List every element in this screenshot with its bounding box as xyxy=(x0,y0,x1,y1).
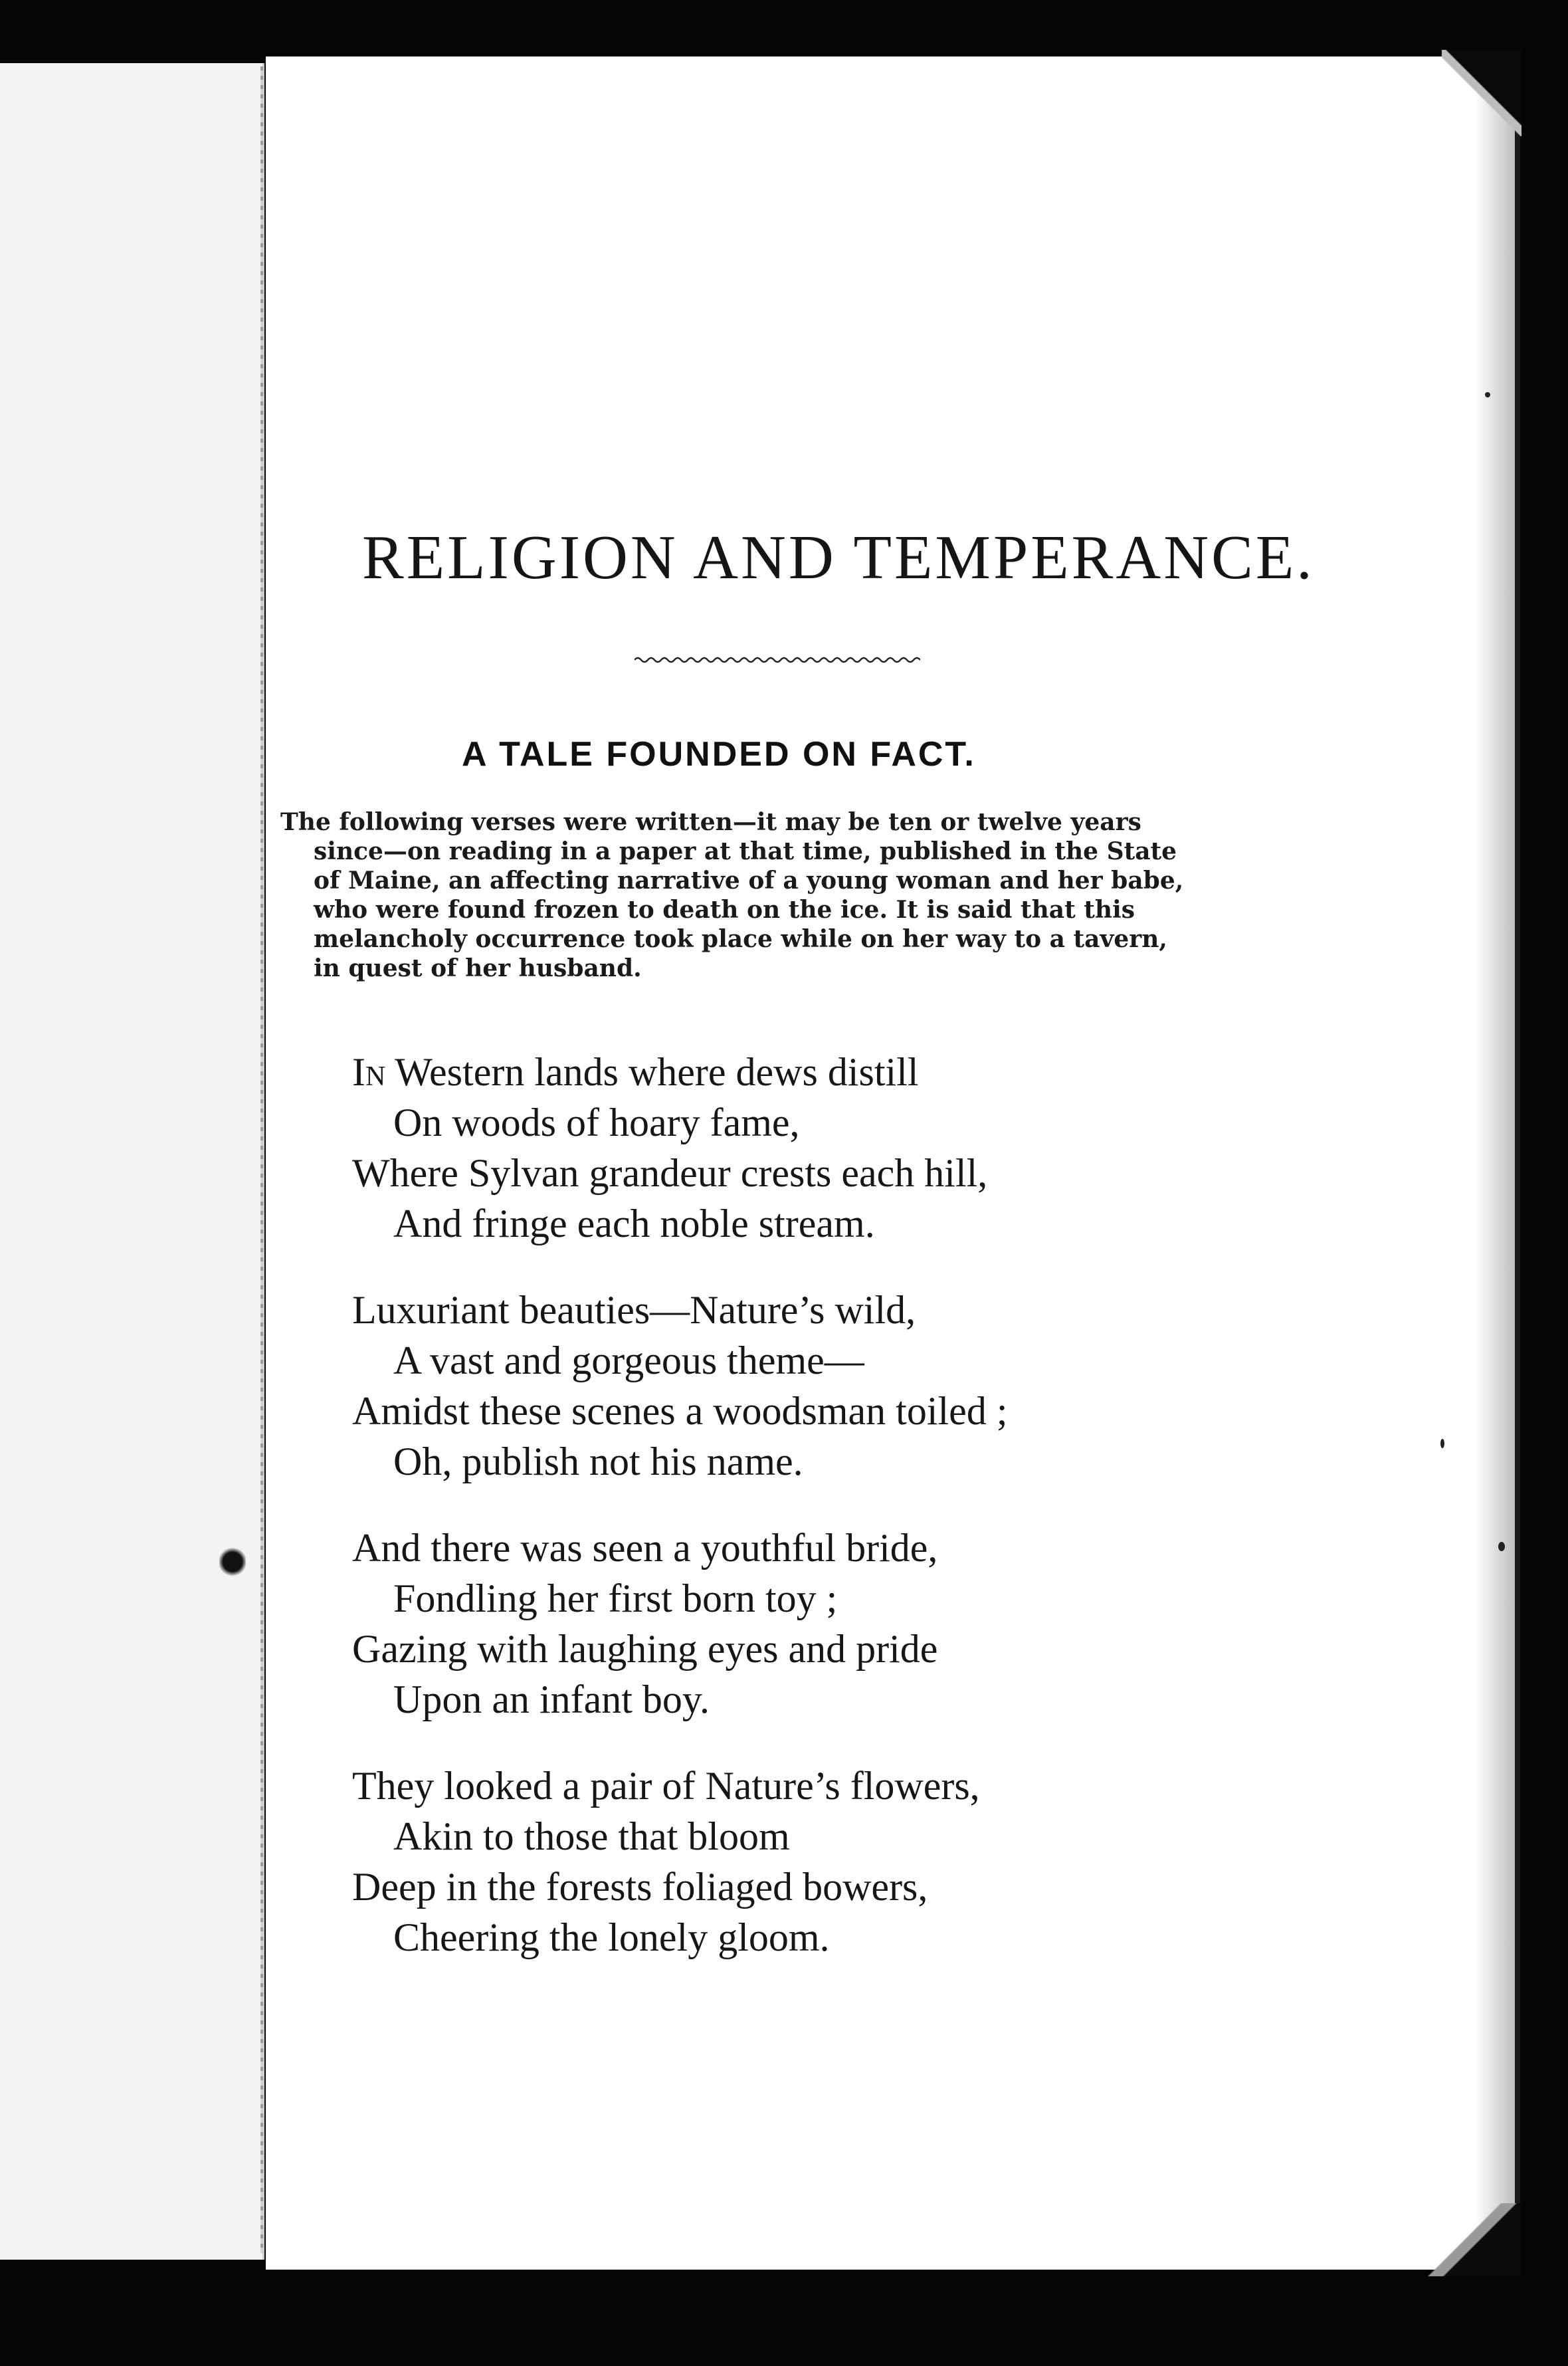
stanza-2 xyxy=(352,1285,1349,1487)
verse-line: Gazing with laughing eyes and pride xyxy=(352,1627,938,1671)
subtitle: A TALE FOUNDED ON FACT. xyxy=(462,735,976,774)
page-edge-shadow xyxy=(1475,56,1515,2270)
worn-corner-bottom xyxy=(1402,2203,1521,2276)
print-speck xyxy=(1440,1439,1444,1448)
stanza-4 xyxy=(352,1761,1349,1963)
stanza-1 xyxy=(352,1047,1349,1249)
worn-corner-top xyxy=(1442,50,1521,136)
poem xyxy=(352,1047,1349,1998)
verse-line: Upon an infant boy. xyxy=(393,1677,710,1721)
verse-line: On woods of hoary fame, xyxy=(393,1101,800,1144)
intro-line: The following verses were written—it may be ten or twelve years xyxy=(280,808,1141,836)
intro-paragraph xyxy=(280,807,1304,983)
page-title: RELIGION AND TEMPERANCE. xyxy=(362,523,1315,592)
verse-line: Amidst these scenes a woodsman toiled ; xyxy=(352,1389,1008,1433)
print-speck xyxy=(1498,1542,1505,1551)
verse-line: And fringe each noble stream. xyxy=(393,1202,875,1245)
print-speck xyxy=(1485,392,1490,397)
verse-line: Akin to those that bloom xyxy=(393,1814,790,1858)
verse-line: Where Sylvan grandeur crests each hill, xyxy=(352,1151,988,1195)
decorative-wavy-rule xyxy=(635,655,920,665)
verse-line: Deep in the forests foliaged bowers, xyxy=(352,1865,928,1909)
intro-line: in quest of her husband. xyxy=(314,954,642,982)
binding-mark xyxy=(219,1542,246,1582)
verse-line: Fondling her first born toy ; xyxy=(393,1576,838,1620)
verse-line: Cheering the lonely gloom. xyxy=(393,1915,830,1959)
facing-page-left xyxy=(0,63,264,2260)
gutter-line xyxy=(260,66,263,2253)
verse-line: Luxuriant beauties—Nature’s wild, xyxy=(352,1288,916,1332)
stanza-3 xyxy=(352,1523,1349,1725)
intro-line: melancholy occurrence took place while on her way to a tavern, xyxy=(314,925,1167,953)
intro-line: since—on reading in a paper at that time, published in the State xyxy=(314,837,1177,865)
verse-line: Oh, publish not his name. xyxy=(393,1440,803,1483)
verse-line: They looked a pair of Nature’s flowers, xyxy=(352,1764,980,1808)
intro-line: who were found frozen to death on the ice. It is said that this xyxy=(314,896,1135,924)
verse-line xyxy=(352,1047,1349,1097)
intro-line: of Maine, an affecting narrative of a young woman and her babe, xyxy=(314,867,1184,895)
verse-text: Western lands where dews distill xyxy=(385,1050,919,1094)
drop-word: In xyxy=(352,1050,386,1094)
book-page xyxy=(266,56,1520,2270)
verse-line: A vast and gorgeous theme— xyxy=(393,1339,864,1382)
verse-line: And there was seen a youthful bride, xyxy=(352,1526,938,1570)
